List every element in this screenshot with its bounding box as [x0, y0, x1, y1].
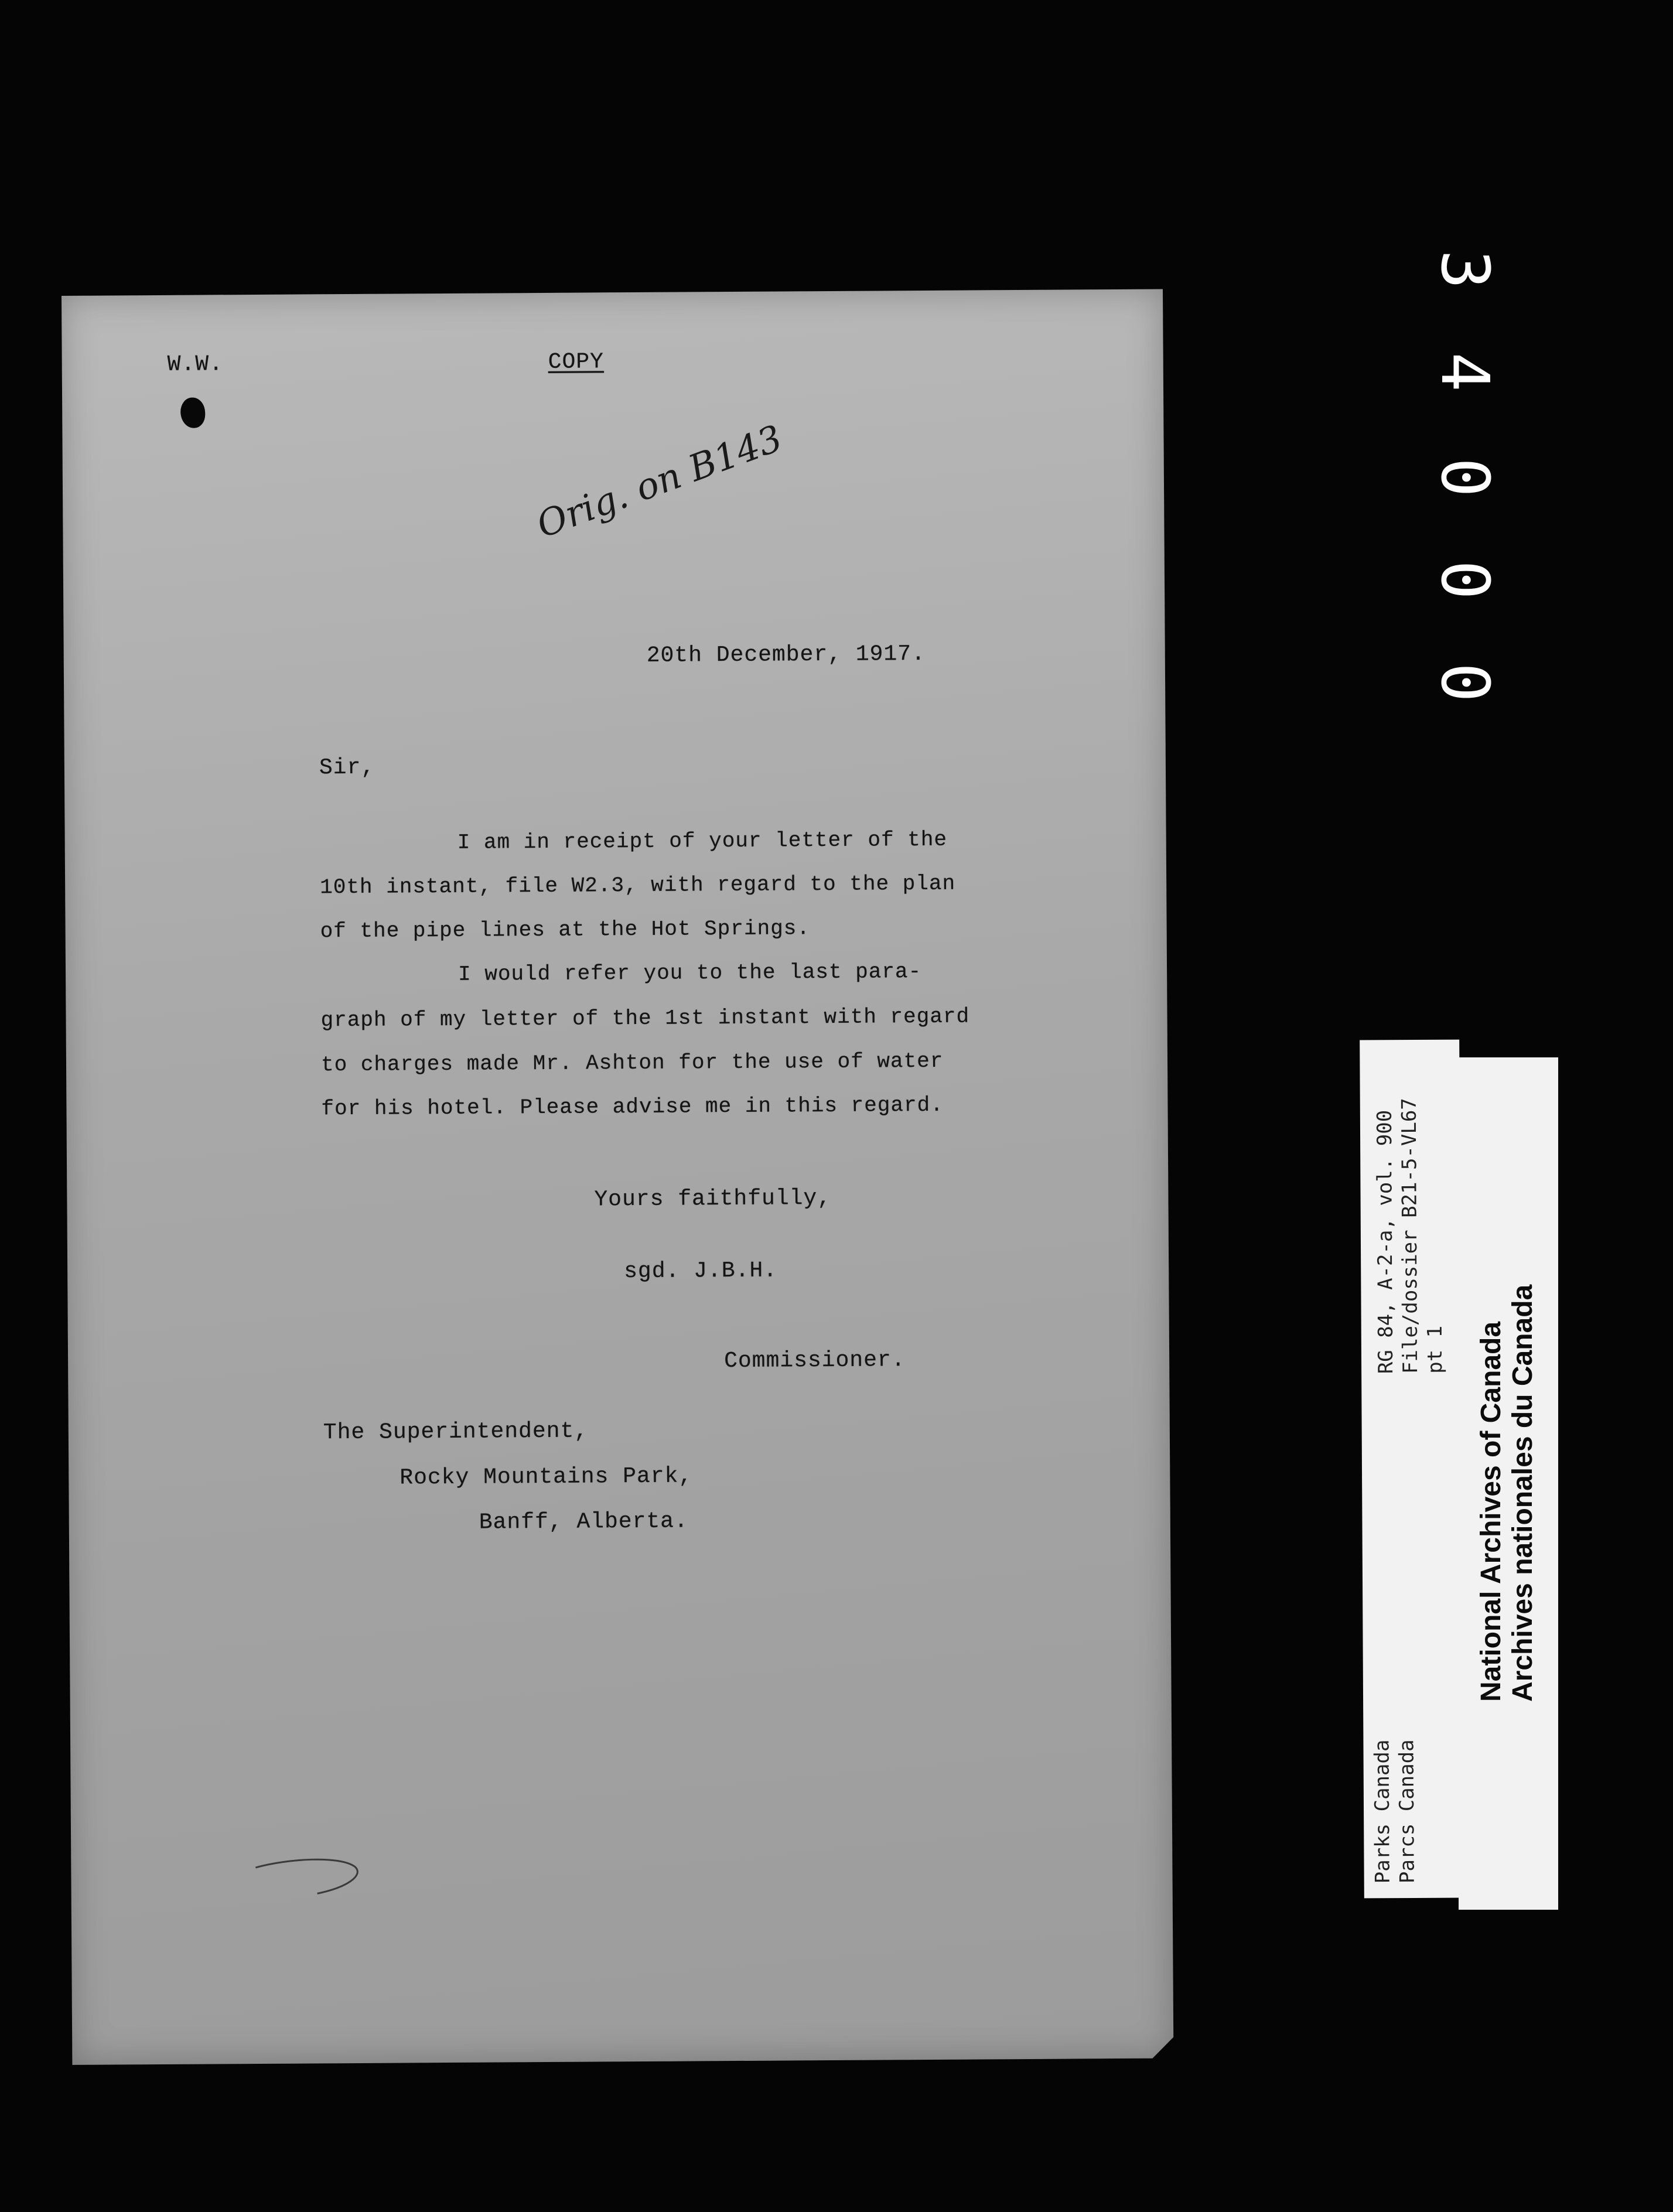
- archive-reference-label: [1360, 1040, 1464, 1899]
- frame-digit-1: 3: [1426, 250, 1503, 289]
- addressee-line-3: Banff, Alberta.: [479, 1508, 688, 1535]
- body-line-1: I am in receipt of your letter of the: [457, 827, 948, 855]
- punch-hole: [180, 398, 205, 428]
- paper-corner: [1151, 2036, 1174, 2059]
- body-line-5: graph of my letter of the 1st instant with regard: [320, 1004, 970, 1033]
- agency-fr: Parcs Canada: [1395, 1739, 1419, 1884]
- frame-digit-2: 4: [1426, 352, 1503, 392]
- signer-title: Commissioner.: [723, 1347, 906, 1374]
- letter-page: [62, 289, 1173, 2065]
- reference-line-2: File/dossier B21-5-VL67: [1397, 1098, 1423, 1374]
- body-line-2: 10th instant, file W2.3, with regard to the plan: [320, 871, 956, 900]
- archives-name-fr: Archives nationales du Canada: [1507, 1284, 1538, 1702]
- reference-line-3: pt 1: [1423, 1325, 1447, 1374]
- salutation: Sir,: [319, 755, 375, 781]
- copy-mark: COPY: [548, 349, 605, 375]
- frame-number: [1426, 234, 1503, 820]
- frame-digit-3: 0: [1426, 458, 1503, 497]
- typist-initials: W.W.: [167, 351, 224, 377]
- archives-name-en: National Archives of Canada: [1476, 1321, 1507, 1702]
- signature: sgd. J.B.H.: [624, 1258, 778, 1285]
- frame-digit-5: 0: [1426, 663, 1503, 702]
- body-line-4: I would refer you to the last para-: [457, 960, 922, 986]
- addressee-line-2: Rocky Mountains Park,: [400, 1463, 693, 1491]
- handwritten-note-text: Orig. on B143: [531, 416, 788, 547]
- body-line-6: to charges made Mr. Ashton for the use of water: [320, 1049, 944, 1077]
- agency-en: Parks Canada: [1370, 1739, 1395, 1884]
- handwritten-note: [517, 412, 788, 557]
- reference-line-1: RG 84, A-2-a, vol. 900: [1372, 1110, 1398, 1374]
- body-line-7: for his hotel. Please advise me in this regard.: [321, 1093, 944, 1121]
- addressee-line-1: The Superintendent,: [323, 1418, 589, 1446]
- frame-digit-4: 0: [1426, 560, 1503, 600]
- closing: Yours faithfully,: [594, 1186, 832, 1213]
- archives-name-label: [1459, 1057, 1558, 1910]
- body-line-3: of the pipe lines at the Hot Springs.: [320, 916, 811, 944]
- letter-date: 20th December, 1917.: [646, 641, 926, 668]
- pencil-scribble: [252, 1852, 370, 1900]
